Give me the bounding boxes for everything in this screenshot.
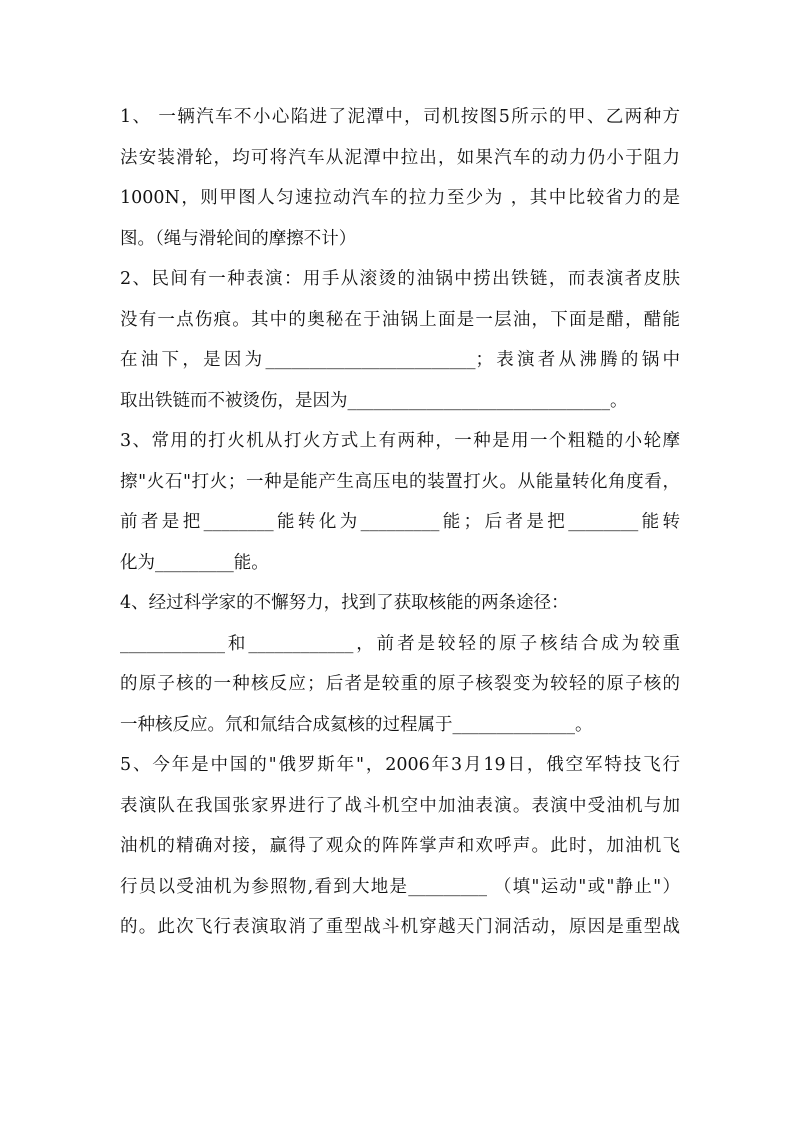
question-4 xyxy=(120,583,680,745)
question-5-line: 油机的精确对接，赢得了观众的阵阵掌声和欢呼声。此时，加油机飞 xyxy=(120,836,680,856)
question-3 xyxy=(120,421,680,583)
question-3-line: 3、常用的打火机从打火方式上有两种，一种是用一个粗糙的小轮摩 xyxy=(120,431,680,451)
question-1 xyxy=(120,97,680,259)
question-2-line: 在油下，是因为________________________；表演者从沸腾的锅中 xyxy=(120,350,680,370)
question-4-line: 一种核反应。氘和氚结合成氦核的过程属于______________。 xyxy=(120,714,593,735)
question-list xyxy=(120,97,680,948)
question-3-line: 前者是把________能转化为_________能；后者是把________能转 xyxy=(120,512,680,532)
question-5-line: 的。此次飞行表演取消了重型战斗机穿越天门洞活动，原因是重型战 xyxy=(120,917,680,937)
question-4-line: ____________和____________，前者是较轻的原子核结合成为较重 xyxy=(120,633,680,654)
question-1-line: 图。（绳与滑轮间的摩擦不计） xyxy=(120,228,357,249)
question-3-line: 化为_________能。 xyxy=(120,552,269,573)
question-4-line: 4、经过科学家的不懈努力，找到了获取核能的两条途径： xyxy=(120,593,569,613)
question-2 xyxy=(120,259,680,421)
question-1-line: 法安装滑轮，均可将汽车从泥潭中拉出，如果汽车的动力仍小于阻力 xyxy=(120,147,680,168)
question-1-line: 1000N，则甲图人匀速拉动汽车的拉力至少为 ，其中比较省力的是 xyxy=(120,188,680,208)
question-3-line: 擦"火石"打火；一种是能产生高压电的装置打火。从能量转化角度看， xyxy=(120,471,680,492)
question-2-line: 2、民间有一种表演：用手从滚烫的油锅中捞出铁链，而表演者皮肤 xyxy=(120,269,680,289)
question-4-line: 的原子核的一种核反应；后者是较重的原子核裂变为较轻的原子核的 xyxy=(120,674,680,694)
question-5-line: 行员以受油机为参照物,看到大地是_________ （填"运动"或"静止"） xyxy=(120,876,680,897)
question-5-line: 5、今年是中国的"俄罗斯年"，2006年3月19日，俄空军特技飞行 xyxy=(120,755,680,775)
question-1-line: 1、 一辆汽车不小心陷进了泥潭中，司机按图5所示的甲、乙两种方 xyxy=(120,107,680,127)
question-5 xyxy=(120,745,680,948)
question-2-line: 没有一点伤痕。其中的奥秘在于油锅上面是一层油，下面是醋，醋能 xyxy=(120,309,680,330)
question-2-line: 取出铁链而不被烫伤，是因为______________________________。 xyxy=(120,390,628,411)
question-5-line: 表演队在我国张家界进行了战斗机空中加油表演。表演中受油机与加 xyxy=(120,795,680,816)
